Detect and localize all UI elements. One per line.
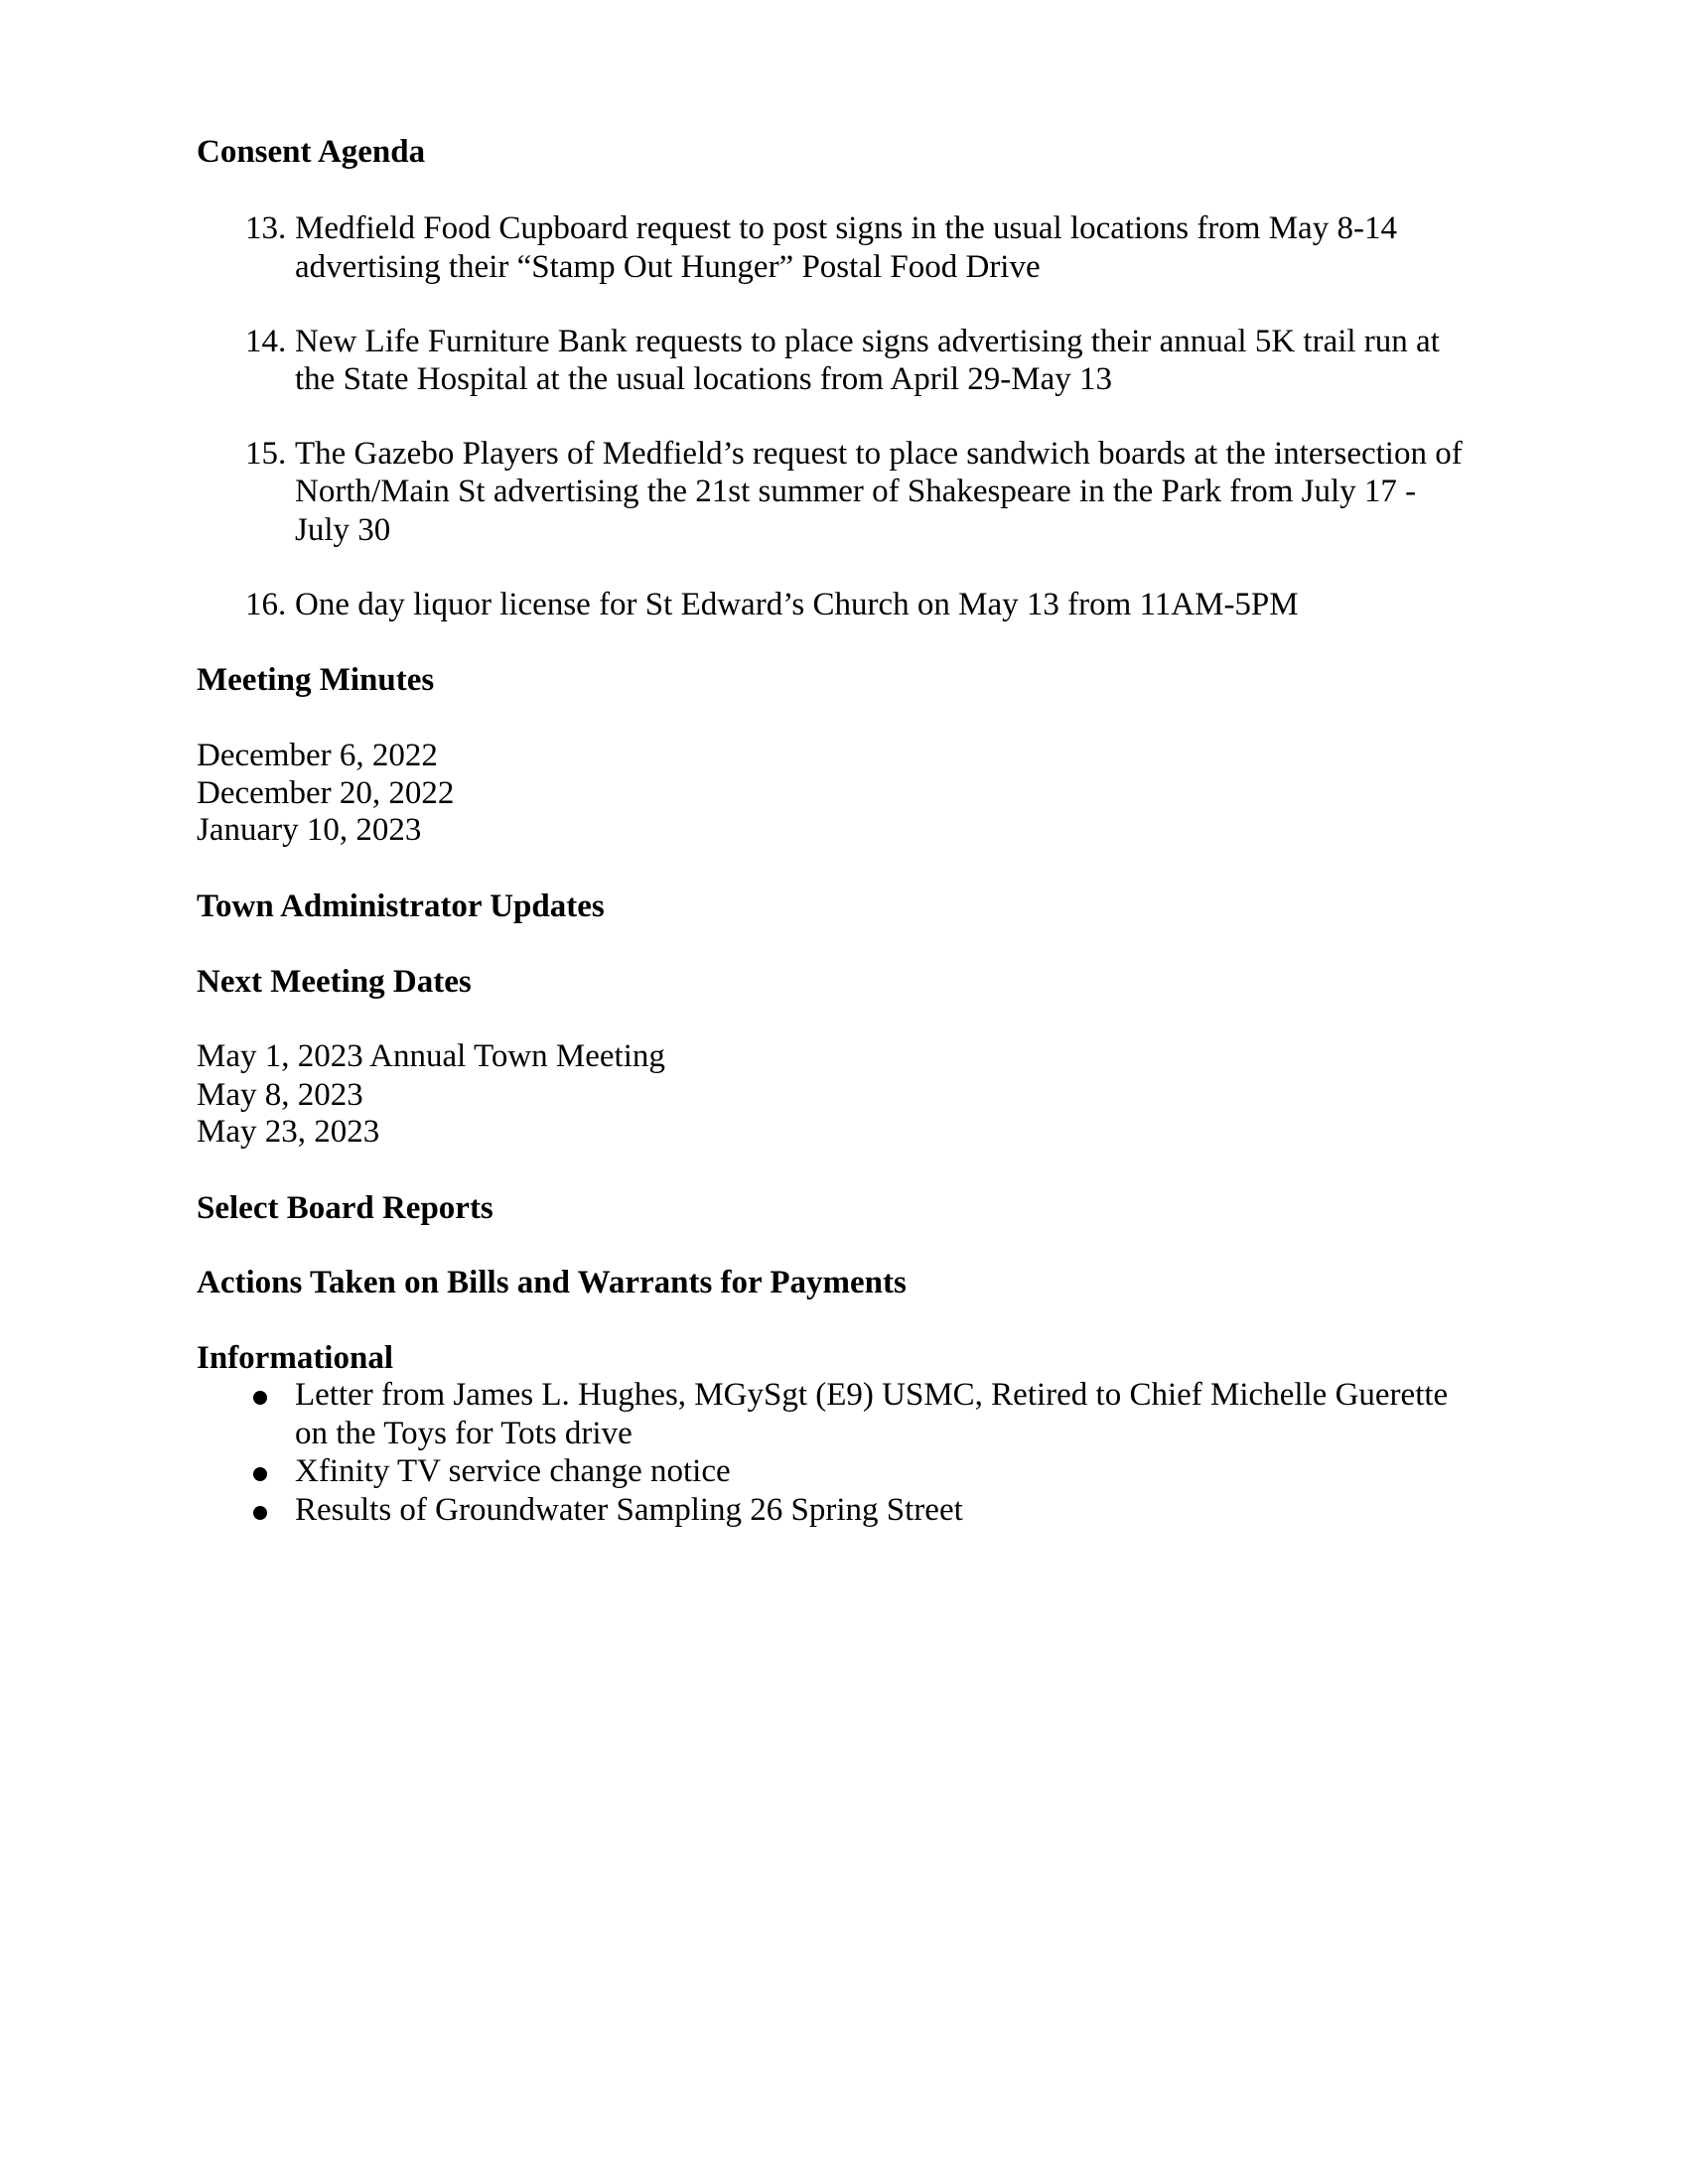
select-board-heading: Select Board Reports [197, 1190, 493, 1226]
info-text-line: on the Toys for Tots drive [295, 1416, 633, 1451]
info-text-line: Results of Groundwater Sampling 26 Spring Street [295, 1492, 963, 1528]
next-meeting-heading: Next Meeting Dates [197, 964, 472, 1000]
next-meeting-date: May 1, 2023 Annual Town Meeting [197, 1038, 665, 1074]
bullet-icon [253, 1506, 267, 1520]
next-meeting-date: May 8, 2023 [197, 1077, 363, 1113]
bullet-icon [253, 1467, 267, 1481]
consent-agenda-heading: Consent Agenda [197, 134, 426, 170]
item-text-line: the State Hospital at the usual locations from April 29-May 13 [295, 361, 1113, 397]
item-text-line: Medfield Food Cupboard request to post signs in the usual locations from May 8-14 [295, 210, 1397, 246]
meeting-minutes-heading: Meeting Minutes [197, 662, 435, 698]
bullet-icon [253, 1391, 267, 1405]
item-text-line: advertising their “Stamp Out Hunger” Postal Food Drive [295, 249, 1041, 285]
item-number: 15. [245, 436, 287, 472]
minutes-date: December 20, 2022 [197, 775, 455, 811]
item-number: 16. [245, 587, 287, 622]
info-text-line: Letter from James L. Hughes, MGySgt (E9) USMC, Retired to Chief Michelle Guerette [295, 1377, 1449, 1413]
info-text-line: Xfinity TV service change notice [295, 1453, 731, 1489]
actions-heading: Actions Taken on Bills and Warrants for Payments [197, 1265, 907, 1300]
item-text-line: One day liquor license for St Edward’s Church on May 13 from 11AM-5PM [295, 587, 1299, 622]
item-text-line: July 30 [295, 512, 391, 548]
item-text-line: New Life Furniture Bank requests to place signs advertising their annual 5K trail run at [295, 324, 1440, 359]
minutes-date: December 6, 2022 [197, 738, 438, 773]
informational-heading: Informational [197, 1340, 393, 1376]
item-number: 13. [245, 210, 287, 246]
item-text-line: The Gazebo Players of Medfield’s request to place sandwich boards at the intersection of [295, 436, 1463, 472]
item-number: 14. [245, 324, 287, 359]
town-admin-heading: Town Administrator Updates [197, 888, 605, 924]
minutes-date: January 10, 2023 [197, 812, 422, 848]
next-meeting-date: May 23, 2023 [197, 1114, 380, 1150]
item-text-line: North/Main St advertising the 21st summer of Shakespeare in the Park from July 17 - [295, 474, 1417, 509]
